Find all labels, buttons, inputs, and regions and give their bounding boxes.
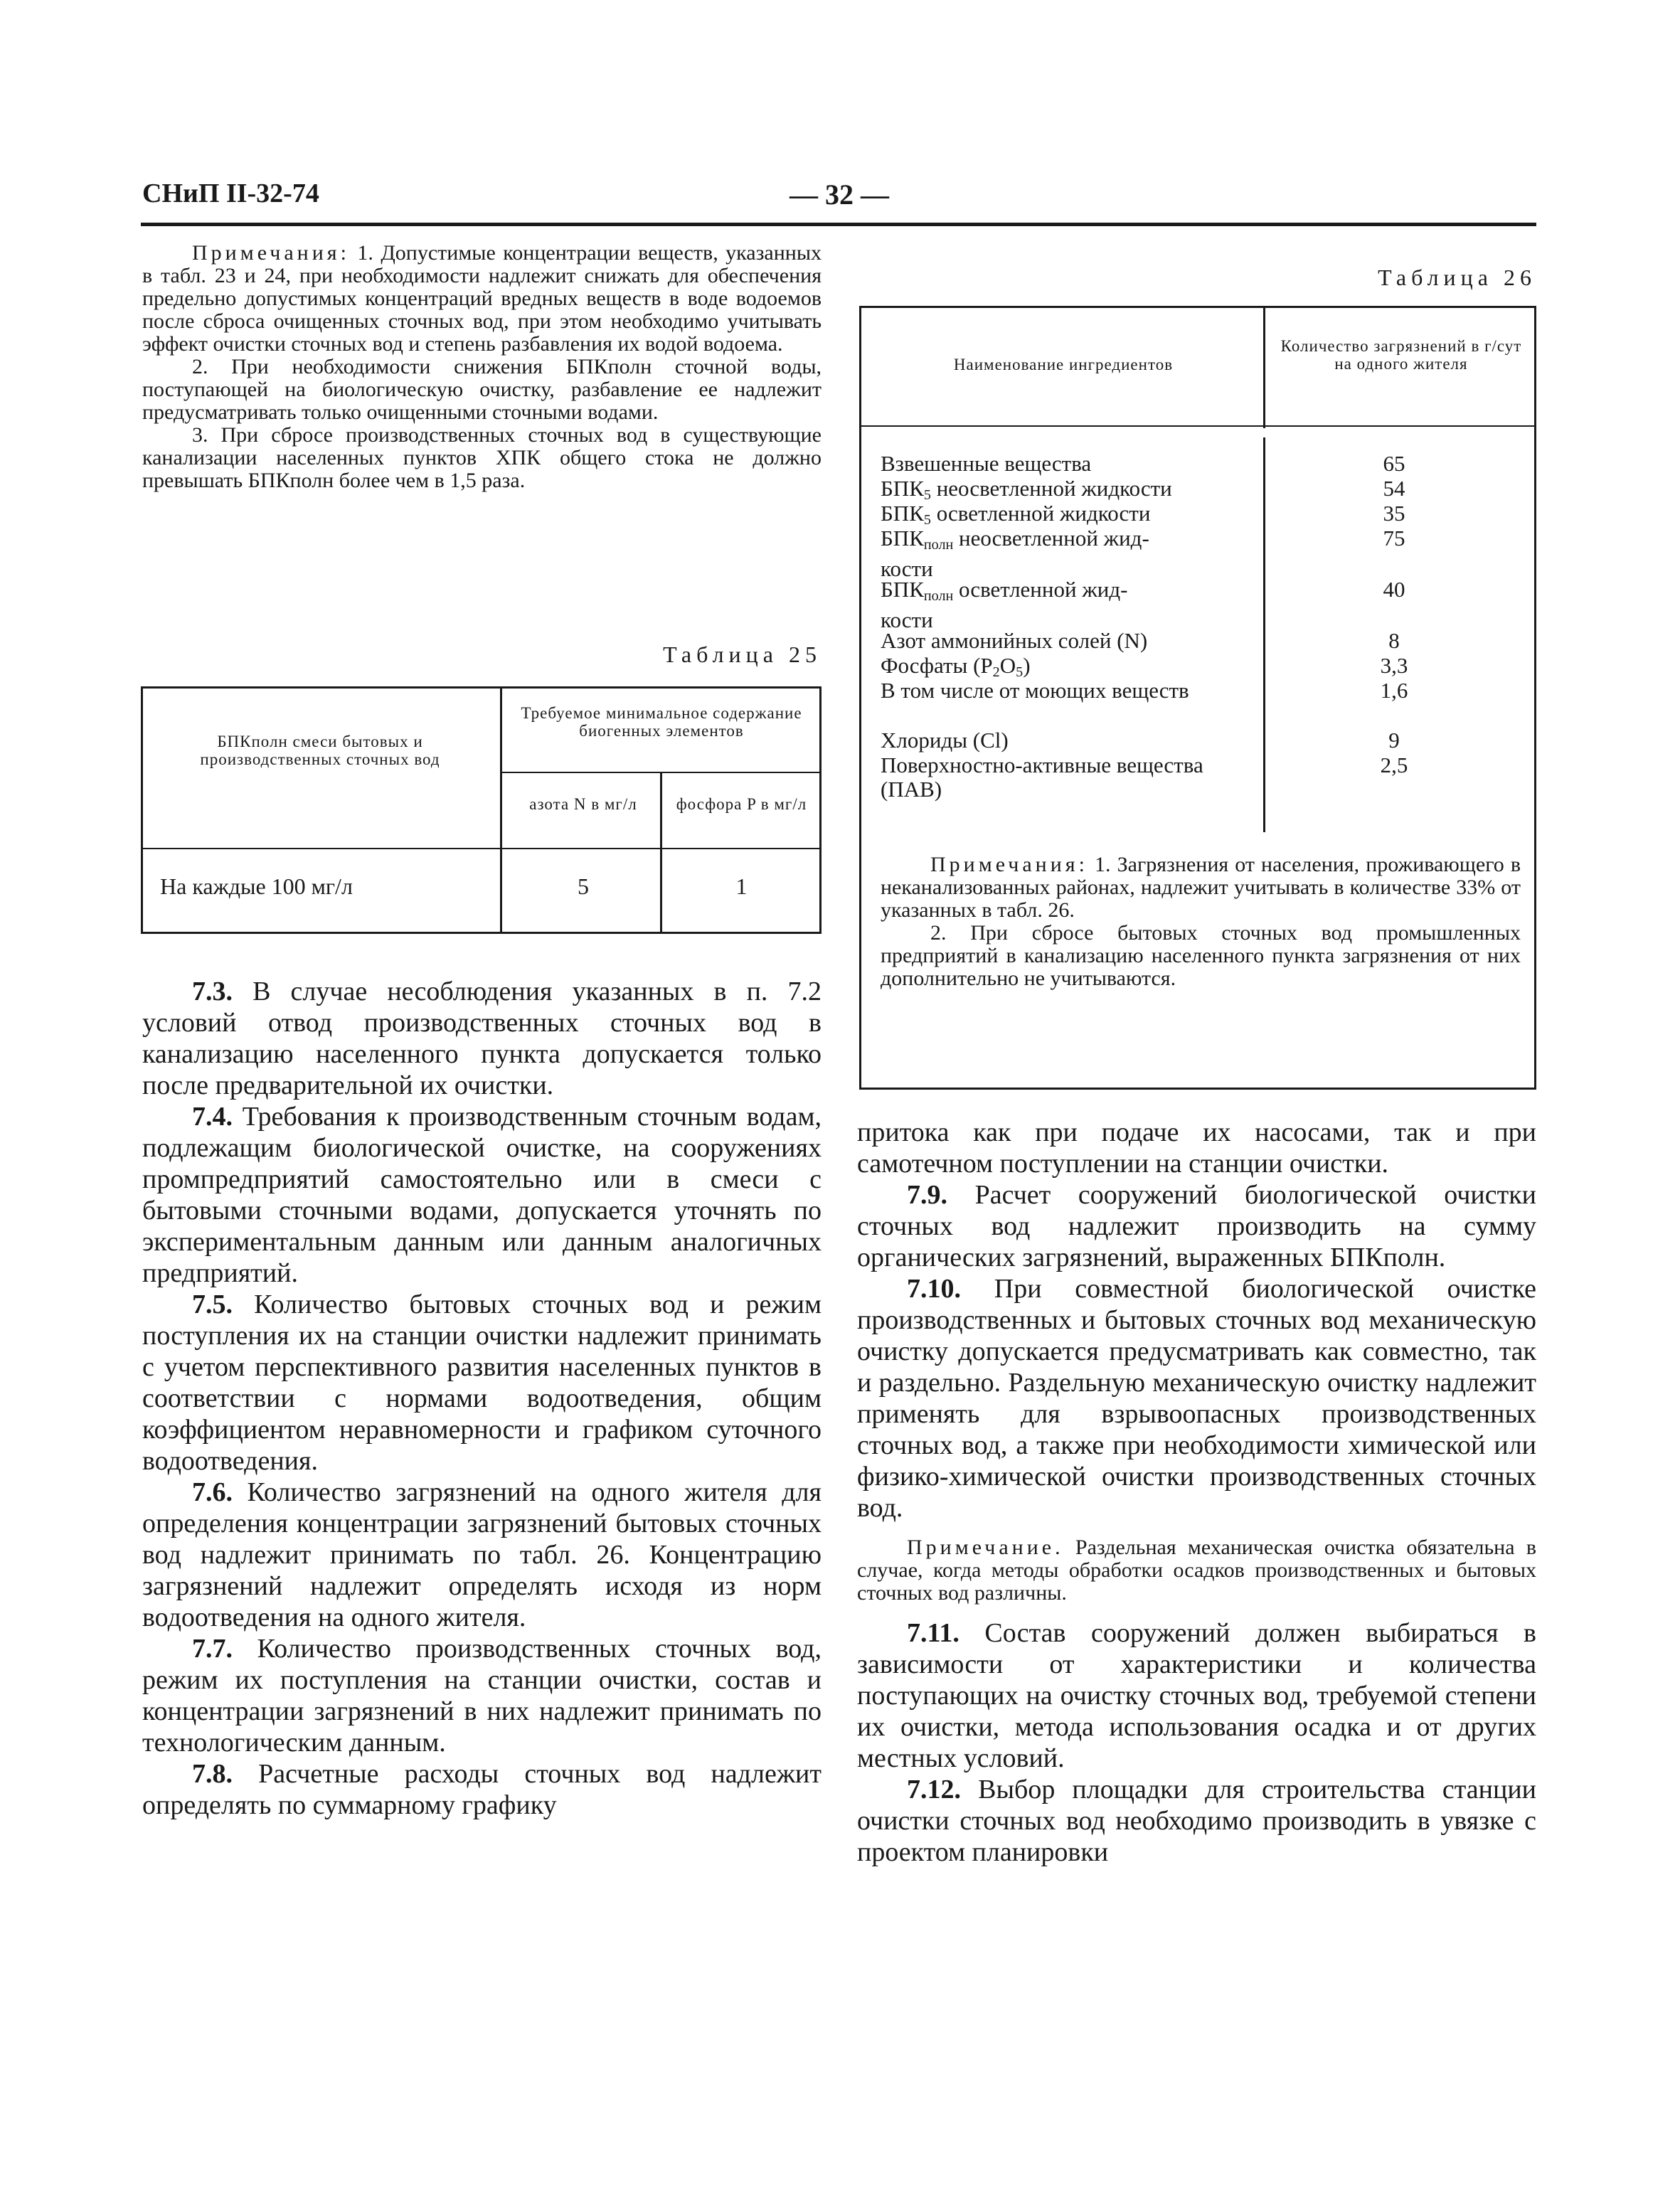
table25-top-rule bbox=[141, 686, 822, 689]
para-7-10 bbox=[857, 1273, 1536, 1524]
table25-val-n: 5 bbox=[578, 873, 589, 899]
para-7-6 bbox=[142, 1477, 822, 1633]
table26-header-rule bbox=[861, 425, 1534, 427]
notes-block bbox=[142, 242, 822, 492]
table25-caption: Таблица 25 bbox=[663, 642, 822, 667]
table25-col1-header: БПКполн смеси бытовых и производственных сточных вод bbox=[200, 733, 440, 768]
para-7-6-number: 7.6. bbox=[192, 1477, 233, 1507]
table25-val-p: 1 bbox=[735, 873, 748, 899]
table25-row-label: На каждые 100 мг/л bbox=[160, 873, 353, 899]
note-7-10-heading: Примечание. bbox=[907, 1536, 1064, 1559]
table26-row-value: 8 bbox=[1388, 628, 1400, 653]
para-7-6-text: Количество загрязнений на одного жителя для определения концентрации загрязнений бытовых сточных вод надлежит принимать по табл. 26. Концентрацию загрязнений надлежит определять исходя из норм водоотведения на одного жителя. bbox=[142, 1477, 822, 1632]
table25-subheader-rule bbox=[502, 772, 822, 773]
page-number: — 32 — bbox=[790, 179, 889, 211]
para-7-4-text: Требования к производственным сточным водам, подлежащим биологической очистке, на сооружениях промпредприятий самостоятельно или в смеси с бытовыми сточными водами, допускается уточнять по экспериментальным данным или данным аналогичных предприятий. bbox=[142, 1102, 822, 1288]
para-7-8 bbox=[142, 1758, 822, 1821]
table26-top-rule bbox=[859, 306, 1536, 308]
para-7-8-continued: притока как при подаче их насосами, так и при самотечном поступлении на станции очистки. bbox=[857, 1117, 1536, 1179]
table26-row-name: $БПК_5$ неосветленной жидкости bbox=[881, 476, 1172, 504]
table26-notes-heading: Примечания: bbox=[930, 853, 1088, 876]
table26-note-2: 2. При сбросе бытовых сточных вод промышленных предприятий в канализацию населенного пункта загрязнения от них дополнительно не учитываются. bbox=[881, 921, 1521, 990]
table26-row-name: Хлориды (Cl) bbox=[881, 728, 1009, 753]
para-7-7-text: Количество производственных сточных вод, режим их поступления на станции очистки, состав и концентрации загрязнений в них надлежит принимать по технологическим данным. bbox=[142, 1634, 822, 1758]
table25-sub2-header: фосфора P в мг/л bbox=[676, 795, 807, 813]
table26-row-value: 75 bbox=[1383, 526, 1405, 551]
table26-row-name: $БПК_{полн}$ осветленной жид- кости bbox=[881, 577, 1128, 633]
table25-sub1-header: азота N в мг/л bbox=[529, 795, 637, 813]
table26-row-value: 9 bbox=[1388, 728, 1400, 753]
note-1-text: 1. Допустимые концентрации веществ, указанных в табл. 23 и 24, при необходимости надлежит снижать для обеспечения предельно допустимых концентраций вредных веществ в воде водоемов после сброса очищенных сточных вод, при этом необходимо учитывать эффект очистки сточных вод и степень разбавления их водой водоема. bbox=[142, 241, 822, 356]
table25-group-header: Требуемое минимальное содержание биогенных элементов bbox=[521, 704, 802, 740]
para-7-9-number: 7.9. bbox=[907, 1180, 947, 1210]
para-7-7 bbox=[142, 1633, 822, 1758]
table25-left-rule bbox=[141, 686, 143, 934]
note-7-10 bbox=[857, 1536, 1536, 1605]
para-7-10-text: При совместной биологической очистке производственных и бытовых сточных вод механическую очистку допускается предусматривать как совместно, так и раздельно. Раздельную механическую очистку надлежит применять для взрывоопасных производственных сточных вод, а также при необходимости химической или физико-химической очистки производственных сточных вод. bbox=[857, 1274, 1536, 1523]
para-7-12-number: 7.12. bbox=[907, 1775, 961, 1804]
table26-col2-header: Количество загрязнений в г/сут на одного жителя bbox=[1280, 337, 1522, 373]
para-7-5 bbox=[142, 1289, 822, 1477]
table26-row-value: 65 bbox=[1383, 451, 1405, 476]
left-paragraphs bbox=[142, 976, 822, 1821]
para-7-11-text: Состав сооружений должен выбираться в зависимости от характеристики и количества поступающих на очистку сточных вод, требуемой степени их очистки, метода использования осадка и от других местных условий. bbox=[857, 1618, 1537, 1773]
para-7-5-text: Количество бытовых сточных вод и режим поступления их на станции очистки надлежит принимать с учетом перспективного развития населенных пунктов в соответствии с нормами водоотведения, общим коэффициентом неравномерности и графиком суточного водоотведения. bbox=[142, 1290, 822, 1476]
table25-header-rule bbox=[141, 848, 822, 849]
para-7-5-number: 7.5. bbox=[192, 1290, 233, 1319]
para-7-4 bbox=[142, 1101, 822, 1289]
para-7-8-text: Расчетные расходы сточных вод надлежит определять по суммарному графику bbox=[142, 1759, 822, 1820]
note-7-10-text: Раздельная механическая очистка обязательна в случае, когда методы обработки осадков производственных и бытовых сточных вод различны. bbox=[857, 1536, 1537, 1605]
table25-right-rule bbox=[819, 686, 822, 934]
table25-bottom-rule bbox=[141, 932, 822, 934]
para-7-11-number: 7.11. bbox=[907, 1618, 959, 1648]
table26-left-rule bbox=[859, 306, 861, 1090]
table26-row-value: 35 bbox=[1383, 501, 1405, 526]
notes-heading: Примечания: bbox=[192, 241, 350, 265]
table26-col1-header: Наименование ингредиентов bbox=[953, 356, 1174, 373]
note-2: 2. При необходимости снижения БПКполн сточной воды, поступающей на биологическую очистку, разбавление ее надлежит предусматривать только очищенными сточными водами. bbox=[142, 355, 822, 424]
left-column bbox=[142, 242, 822, 492]
table26-row-name: $БПК_5$ осветленной жидкости bbox=[881, 501, 1151, 528]
table26-bottom-rule bbox=[859, 1088, 1536, 1090]
table26-header-vline bbox=[1263, 306, 1265, 428]
note-1 bbox=[142, 242, 822, 356]
table26-caption: Таблица 26 bbox=[1378, 265, 1536, 290]
table26-row-name: Взвешенные вещества bbox=[881, 451, 1092, 476]
table26-row-name: $БПК_{полн}$ неосветленной жид- кости bbox=[881, 526, 1149, 582]
table26-row-value: 2,5 bbox=[1380, 753, 1408, 777]
table26-row-value: 1,6 bbox=[1380, 678, 1408, 703]
para-7-3 bbox=[142, 976, 822, 1101]
right-paragraphs bbox=[857, 1117, 1536, 1868]
para-7-8-number: 7.8. bbox=[192, 1759, 233, 1789]
table26-row-name: Фосфаты $(P_2O_5)$ bbox=[881, 653, 1031, 681]
para-7-7-number: 7.7. bbox=[192, 1634, 233, 1664]
document-code: СНиП II-32-74 bbox=[142, 179, 319, 208]
table25-vline-2 bbox=[660, 772, 662, 932]
table26-row-value: 54 bbox=[1383, 476, 1405, 501]
para-7-11 bbox=[857, 1617, 1536, 1774]
table26-notes bbox=[881, 854, 1521, 990]
para-7-3-number: 7.3. bbox=[192, 977, 233, 1006]
table26-note-1 bbox=[881, 854, 1521, 922]
note-3: 3. При сбросе производственных сточных вод в существующие канализации населенных пунктов ХПК общего стока не должно превышать БПКполн более чем в 1,5 раза. bbox=[142, 423, 822, 492]
para-7-12-text: Выбор площадки для строительства станции очистки сточных вод необходимо производить в увязке с проектом планировки bbox=[857, 1775, 1537, 1867]
table26-row-value: 3,3 bbox=[1380, 653, 1408, 678]
table26-row-name: В том числе от моющих веществ bbox=[881, 678, 1189, 703]
header-rule bbox=[141, 223, 1536, 226]
para-7-12 bbox=[857, 1774, 1536, 1868]
table26-right-rule bbox=[1534, 306, 1536, 1090]
table26-row-name: Азот аммонийных солей (N) bbox=[881, 628, 1148, 653]
table26-note-1-text: 1. Загрязнения от населения, проживающего в неканализованных районах, надлежит учитывать в количестве 33% от указанных в табл. 26. bbox=[881, 853, 1521, 922]
para-7-9 bbox=[857, 1179, 1536, 1273]
para-7-10-number: 7.10. bbox=[907, 1274, 961, 1304]
table26-row-name: Поверхностно-активные вещества (ПАВ) bbox=[881, 753, 1203, 802]
table25-vline-1 bbox=[500, 686, 502, 932]
para-7-4-number: 7.4. bbox=[192, 1102, 233, 1132]
para-7-9-text: Расчет сооружений биологической очистки сточных вод надлежит производить на сумму органических загрязнений, выраженных БПКполн. bbox=[857, 1180, 1536, 1272]
para-7-3-text: В случае несоблюдения указанных в п. 7.2 условий отвод производственных сточных вод в канализацию населенного пункта допускается только после предварительной их очистки. bbox=[142, 977, 822, 1100]
table26-row-value: 40 bbox=[1383, 577, 1405, 602]
